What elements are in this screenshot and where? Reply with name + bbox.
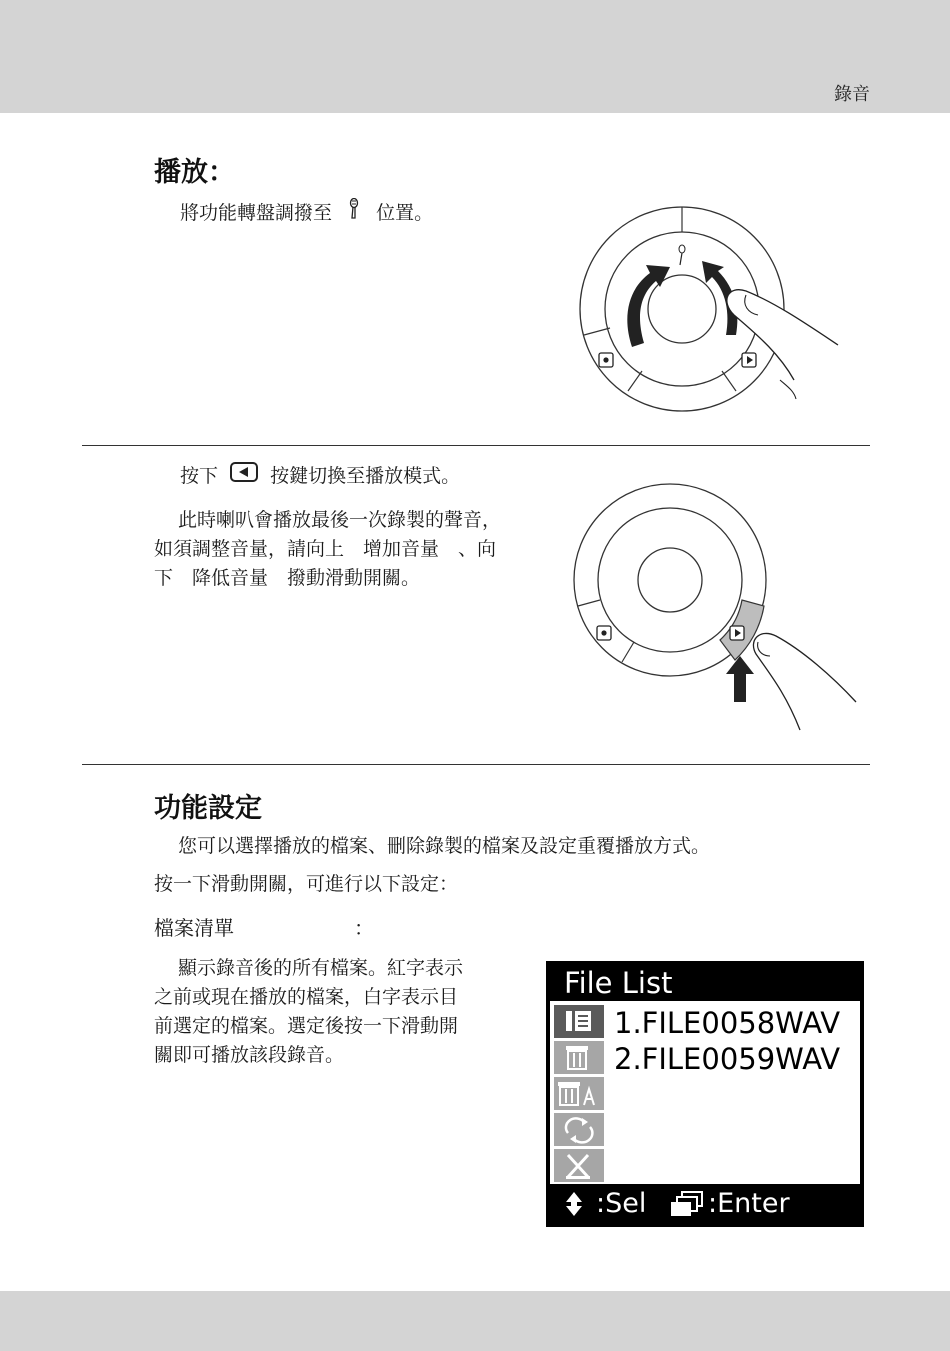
bottom-band (0, 1291, 950, 1351)
step2-text (180, 462, 460, 491)
microphone-icon (348, 198, 360, 229)
file-list-icon[interactable] (554, 1005, 604, 1038)
page-header-label: 錄音 (834, 84, 870, 105)
settings-heading: 功能設定 (154, 793, 262, 824)
delete-icon[interactable] (554, 1041, 604, 1074)
left-arrow-button-icon (230, 462, 258, 491)
file-list-desc-line1: 顯示錄音後的所有檔案。紅字表示 (178, 957, 464, 979)
playback-para-line3: 下 降低音量 撥動滑動開關。 (154, 567, 421, 589)
file-list-desc-line2: 之前或現在播放的檔案，白字表示目 (154, 986, 459, 1008)
step1-after: 位置。 (376, 202, 434, 224)
step1-text (180, 198, 433, 229)
delete-all-icon[interactable] (554, 1077, 604, 1110)
section-divider-2 (82, 764, 870, 765)
section-divider (82, 445, 870, 446)
playback-para-line2: 如須調整音量，請向上 增加音量 、向 (154, 538, 497, 560)
top-band (0, 0, 950, 113)
file-list-label: 檔案清單 (154, 916, 234, 940)
repeat-icon[interactable] (554, 1113, 604, 1146)
step2-before: 按下 (180, 465, 219, 487)
lcd-file-item-2[interactable]: 2.FILE0059WAV (614, 1042, 841, 1076)
step2-after: 按鍵切換至播放模式。 (270, 465, 461, 487)
exit-icon[interactable] (554, 1149, 604, 1182)
volume-dial-illustration (570, 480, 860, 740)
mode-dial-illustration (570, 205, 860, 415)
playback-para-line1: 此時喇叭會播放最後一次錄製的聲音， (178, 509, 502, 531)
playback-heading: 播放： (154, 157, 235, 188)
settings-intro: 您可以選擇播放的檔案、刪除錄製的檔案及設定重覆播放方式。 (178, 835, 711, 857)
footer-enter-label: :Enter (708, 1188, 790, 1219)
lcd-screen (546, 961, 864, 1227)
lcd-file-item-1[interactable]: 1.FILE0058WAV (614, 1006, 841, 1040)
enter-icon (668, 1190, 706, 1225)
lcd-footer (550, 1184, 860, 1223)
up-down-arrow-icon (564, 1190, 584, 1225)
settings-instruction: 按一下滑動開關，可進行以下設定： (154, 873, 459, 895)
file-list-desc-line3: 前選定的檔案。選定後按一下滑動開 (154, 1015, 459, 1037)
file-list-colon: ： (354, 916, 374, 940)
lcd-title: File List (550, 965, 860, 1001)
step1-before: 將功能轉盤調撥至 (180, 202, 333, 224)
file-list-desc-line4: 關即可播放該段錄音。 (154, 1044, 345, 1066)
footer-sel-label: :Sel (596, 1188, 647, 1219)
